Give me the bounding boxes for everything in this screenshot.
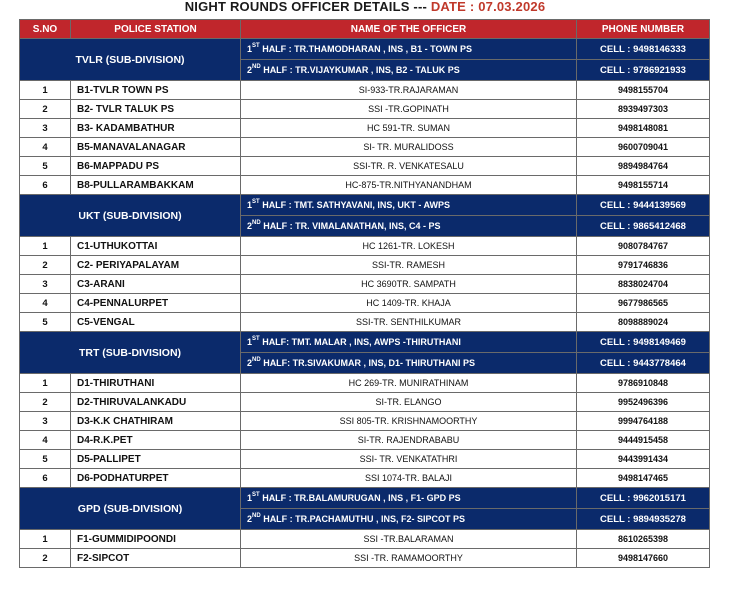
table-row (20, 393, 710, 412)
shift-officer-1 (241, 488, 577, 509)
shift-officer-text: HALF: TMT. MALAR , INS, AWPS -THIRUTHANI (259, 337, 461, 347)
row-officer-name: HC-875-TR.NITHYANANDHAM (241, 176, 577, 195)
row-police-station: D4-R.K.PET (71, 431, 241, 450)
shift-cell-number: CELL : 9498146333 (577, 39, 710, 60)
subdivision-name: TRT (SUB-DIVISION) (20, 332, 241, 374)
row-police-station: D2-THIRUVALANKADU (71, 393, 241, 412)
subdivision-name: GPD (SUB-DIVISION) (20, 488, 241, 530)
shift-officer-2 (241, 216, 577, 237)
shift-ordinal-suffix: ST (252, 43, 260, 49)
row-phone-number: 8838024704 (577, 275, 710, 294)
row-phone-number: 9080784767 (577, 237, 710, 256)
table-row (20, 237, 710, 256)
row-officer-name: HC 3690TR. SAMPATH (241, 275, 577, 294)
shift-officer-text: HALF : TR.THAMODHARAN , INS , B1 - TOWN PS (259, 44, 473, 54)
row-phone-number: 8610265398 (577, 530, 710, 549)
row-sno: 6 (20, 176, 71, 195)
row-police-station: B5-MANAVALANAGAR (71, 138, 241, 157)
row-phone-number: 9952496396 (577, 393, 710, 412)
shift-officer-text: HALF : TR. VIMALANATHAN, INS, C4 - PS (260, 221, 441, 231)
table-row (20, 275, 710, 294)
row-phone-number: 9444915458 (577, 431, 710, 450)
shift-ordinal: 1 (247, 200, 253, 210)
row-officer-name: SI- TR. MURALIDOSS (241, 138, 577, 157)
table-row (20, 138, 710, 157)
shift-ordinal: 1 (247, 44, 253, 54)
row-sno: 1 (20, 237, 71, 256)
row-officer-name: SI-933-TR.RAJARAMAN (241, 81, 577, 100)
shift-officer-2 (241, 509, 577, 530)
row-officer-name: SSI-TR. SENTHILKUMAR (241, 313, 577, 332)
shift-officer-1 (241, 39, 577, 60)
subdivision-header-row (20, 39, 710, 60)
row-phone-number: 9600709041 (577, 138, 710, 157)
table-row (20, 530, 710, 549)
title-date: DATE : 07.03.2026 (430, 0, 546, 14)
row-phone-number: 9443991434 (577, 450, 710, 469)
table-body (20, 39, 710, 568)
row-police-station: B1-TVLR TOWN PS (71, 81, 241, 100)
row-police-station: B2- TVLR TALUK PS (71, 100, 241, 119)
row-phone-number: 9498148081 (577, 119, 710, 138)
row-police-station: F2-SIPCOT (71, 549, 241, 568)
row-sno: 3 (20, 119, 71, 138)
shift-ordinal: 2 (247, 358, 253, 368)
officer-table (19, 19, 710, 568)
subdivision-header-row (20, 195, 710, 216)
row-officer-name: HC 591-TR. SUMAN (241, 119, 577, 138)
row-sno: 2 (20, 393, 71, 412)
row-sno: 3 (20, 412, 71, 431)
row-police-station: D1-THIRUTHANI (71, 374, 241, 393)
subdivision-header-row (20, 332, 710, 353)
row-sno: 1 (20, 81, 71, 100)
row-police-station: C3-ARANI (71, 275, 241, 294)
row-officer-name: SSI-TR. R. VENKATESALU (241, 157, 577, 176)
row-police-station: F1-GUMMIDIPOONDI (71, 530, 241, 549)
row-police-station: C1-UTHUKOTTAI (71, 237, 241, 256)
shift-officer-2 (241, 353, 577, 374)
row-officer-name: SSI 1074-TR. BALAJI (241, 469, 577, 488)
row-sno: 6 (20, 469, 71, 488)
shift-ordinal-suffix: ND (252, 513, 261, 519)
row-sno: 5 (20, 157, 71, 176)
subdivision-header-row (20, 488, 710, 509)
row-officer-name: SI-TR. ELANGO (241, 393, 577, 412)
row-phone-number: 9786910848 (577, 374, 710, 393)
row-police-station: D6-PODHATURPET (71, 469, 241, 488)
row-phone-number: 9498155714 (577, 176, 710, 195)
row-officer-name: SSI -TR.GOPINATH (241, 100, 577, 119)
row-sno: 1 (20, 374, 71, 393)
col-officer-header: NAME OF THE OFFICER (241, 20, 577, 39)
shift-officer-text: HALF : TR.BALAMURUGAN , INS , F1- GPD PS (259, 493, 461, 503)
shift-ordinal-suffix: ST (252, 492, 260, 498)
table-row (20, 469, 710, 488)
row-sno: 5 (20, 313, 71, 332)
shift-officer-2 (241, 60, 577, 81)
row-officer-name: SSI-TR. RAMESH (241, 256, 577, 275)
row-sno: 5 (20, 450, 71, 469)
title-text: NIGHT ROUNDS OFFICER DETAILS --- (184, 0, 431, 14)
row-police-station: D3-K.K CHATHIRAM (71, 412, 241, 431)
row-sno: 2 (20, 100, 71, 119)
row-police-station: B3- KADAMBATHUR (71, 119, 241, 138)
row-police-station: C4-PENNALURPET (71, 294, 241, 313)
row-phone-number: 9498147660 (577, 549, 710, 568)
shift-officer-1 (241, 195, 577, 216)
row-officer-name: HC 269-TR. MUNIRATHINAM (241, 374, 577, 393)
shift-officer-1 (241, 332, 577, 353)
table-row (20, 412, 710, 431)
row-sno: 2 (20, 549, 71, 568)
row-police-station: C5-VENGAL (71, 313, 241, 332)
shift-cell-number: CELL : 9443778464 (577, 353, 710, 374)
shift-ordinal: 1 (247, 493, 253, 503)
shift-officer-text: HALF : TR.VIJAYKUMAR , INS, B2 - TALUK PS (260, 65, 460, 75)
row-phone-number: 8098889024 (577, 313, 710, 332)
table-row (20, 294, 710, 313)
row-officer-name: SSI- TR. VENKATATHRI (241, 450, 577, 469)
row-police-station: B8-PULLARAMBAKKAM (71, 176, 241, 195)
shift-ordinal-suffix: ND (252, 64, 261, 70)
row-phone-number: 9498147465 (577, 469, 710, 488)
table-row (20, 256, 710, 275)
table-row (20, 176, 710, 195)
shift-officer-text: HALF : TR.PACHAMUTHU , INS, F2- SIPCOT PS (260, 514, 466, 524)
table-row (20, 549, 710, 568)
row-phone-number: 9791746836 (577, 256, 710, 275)
table-row (20, 119, 710, 138)
shift-officer-text: HALF : TMT. SATHYAVANI, INS, UKT - AWPS (259, 200, 451, 210)
row-phone-number: 9498155704 (577, 81, 710, 100)
row-officer-name: HC 1261-TR. LOKESH (241, 237, 577, 256)
row-police-station: C2- PERIYAPALAYAM (71, 256, 241, 275)
row-sno: 3 (20, 275, 71, 294)
shift-cell-number: CELL : 9444139569 (577, 195, 710, 216)
col-sno-header: S.NO (20, 20, 71, 39)
shift-cell-number: CELL : 9865412468 (577, 216, 710, 237)
shift-ordinal-suffix: ST (252, 199, 260, 205)
shift-ordinal-suffix: ST (252, 336, 260, 342)
shift-cell-number: CELL : 9894935278 (577, 509, 710, 530)
row-officer-name: SSI -TR.BALARAMAN (241, 530, 577, 549)
shift-ordinal: 2 (247, 514, 253, 524)
table-row (20, 100, 710, 119)
shift-cell-number: CELL : 9498149469 (577, 332, 710, 353)
row-police-station: B6-MAPPADU PS (71, 157, 241, 176)
shift-ordinal-suffix: ND (252, 220, 261, 226)
shift-cell-number: CELL : 9786921933 (577, 60, 710, 81)
table-row (20, 313, 710, 332)
shift-ordinal-suffix: ND (252, 357, 261, 363)
row-officer-name: SSI 805-TR. KRISHNAMOORTHY (241, 412, 577, 431)
table-row (20, 157, 710, 176)
table-row (20, 374, 710, 393)
row-phone-number: 9994764188 (577, 412, 710, 431)
row-officer-name: SSI -TR. RAMAMOORTHY (241, 549, 577, 568)
row-phone-number: 9894984764 (577, 157, 710, 176)
shift-cell-number: CELL : 9962015171 (577, 488, 710, 509)
row-sno: 4 (20, 431, 71, 450)
table-row (20, 450, 710, 469)
subdivision-name: UKT (SUB-DIVISION) (20, 195, 241, 237)
header-row (20, 20, 710, 39)
row-sno: 4 (20, 294, 71, 313)
table-row (20, 81, 710, 100)
subdivision-name: TVLR (SUB-DIVISION) (20, 39, 241, 81)
col-phone-header: PHONE NUMBER (577, 20, 710, 39)
row-sno: 4 (20, 138, 71, 157)
row-sno: 1 (20, 530, 71, 549)
shift-ordinal: 2 (247, 65, 253, 75)
row-officer-name: HC 1409-TR. KHAJA (241, 294, 577, 313)
table-row (20, 431, 710, 450)
page-title (0, 0, 730, 18)
col-station-header: POLICE STATION (71, 20, 241, 39)
row-phone-number: 9677986565 (577, 294, 710, 313)
row-officer-name: SI-TR. RAJENDRABABU (241, 431, 577, 450)
shift-ordinal: 2 (247, 221, 253, 231)
row-police-station: D5-PALLIPET (71, 450, 241, 469)
row-phone-number: 8939497303 (577, 100, 710, 119)
shift-officer-text: HALF: TR.SIVAKUMAR , INS, D1- THIRUTHANI PS (260, 358, 476, 368)
shift-ordinal: 1 (247, 337, 253, 347)
row-sno: 2 (20, 256, 71, 275)
